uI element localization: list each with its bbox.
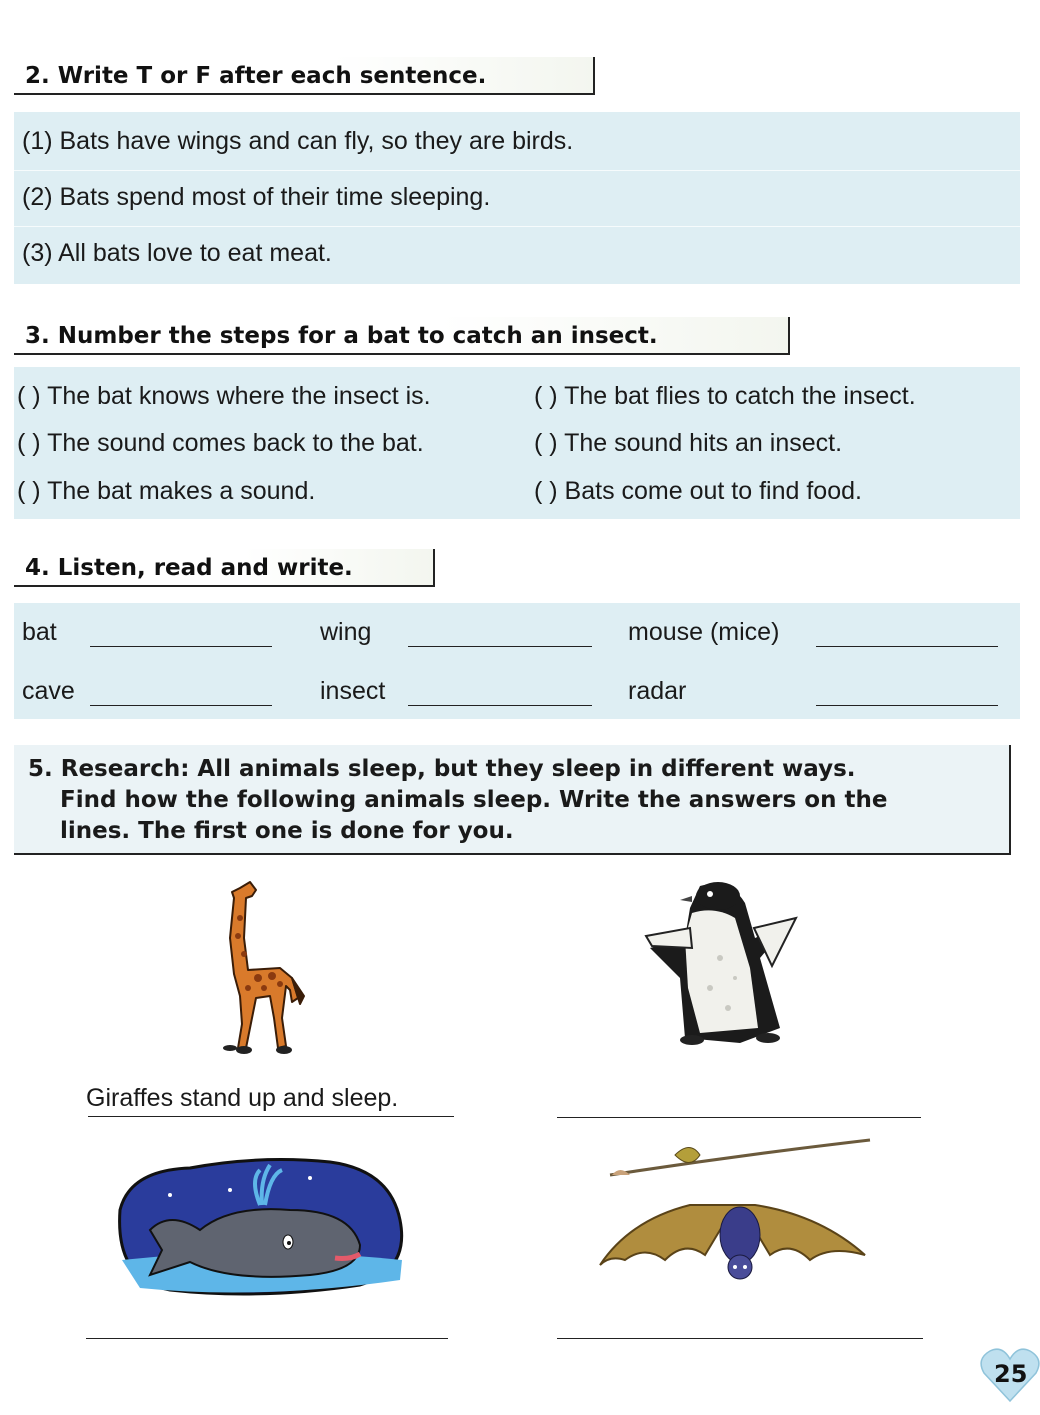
section-4-band <box>14 603 1020 719</box>
page-number: 25 <box>994 1360 1028 1388</box>
word-wing: wing <box>320 618 372 646</box>
blank-bat[interactable] <box>90 646 272 647</box>
word-radar: radar <box>628 677 687 705</box>
step-right-2: ( ) The sound hits an insect. <box>534 429 843 457</box>
blank-radar[interactable] <box>816 705 998 706</box>
whale-illustration <box>110 1150 410 1300</box>
word-cave: cave <box>22 677 75 705</box>
word-insect: insect <box>320 677 386 705</box>
step-left-3: ( ) The bat makes a sound. <box>17 477 316 505</box>
answer-line-bat[interactable] <box>557 1338 923 1339</box>
statement-1: (1) Bats have wings and can fly, so they are birds. <box>22 127 574 155</box>
section-2-title: 2. Write T or F after each sentence. <box>14 57 595 95</box>
word-bat: bat <box>22 618 57 646</box>
answer-line-penguin[interactable] <box>557 1117 921 1118</box>
answer-line-whale[interactable] <box>86 1338 448 1339</box>
statement-3: (3) All bats love to eat meat. <box>22 239 332 267</box>
word-mouse: mouse (mice) <box>628 618 780 646</box>
statement-2: (2) Bats spend most of their time sleeping. <box>22 183 491 211</box>
section-3-title: 3. Number the steps for a bat to catch an insect. <box>14 317 790 355</box>
section-5-instructions <box>14 745 1011 855</box>
answer-line-giraffe <box>88 1116 454 1117</box>
blank-mouse[interactable] <box>816 646 998 647</box>
example-answer: Giraffes stand up and sleep. <box>86 1084 399 1112</box>
step-right-3: ( ) Bats come out to find food. <box>534 477 862 505</box>
step-left-1: ( ) The bat knows where the insect is. <box>17 382 431 410</box>
bat-illustration <box>590 1135 880 1290</box>
section-5-line-1: 5. Research: All animals sleep, but they sleep in different ways. <box>28 756 856 782</box>
step-right-1: ( ) The bat flies to catch the insect. <box>534 382 916 410</box>
page-number-badge <box>980 1345 1040 1405</box>
section-5-line-3: lines. The first one is done for you. <box>60 818 514 844</box>
section-4-title: 4. Listen, read and write. <box>14 549 435 587</box>
section-5-line-2: Find how the following animals sleep. Write the answers on the <box>60 787 888 813</box>
penguin-illustration <box>640 878 800 1053</box>
giraffe-illustration <box>200 878 310 1058</box>
blank-cave[interactable] <box>90 705 272 706</box>
step-left-2: ( ) The sound comes back to the bat. <box>17 429 424 457</box>
blank-insect[interactable] <box>408 705 592 706</box>
blank-wing[interactable] <box>408 646 592 647</box>
